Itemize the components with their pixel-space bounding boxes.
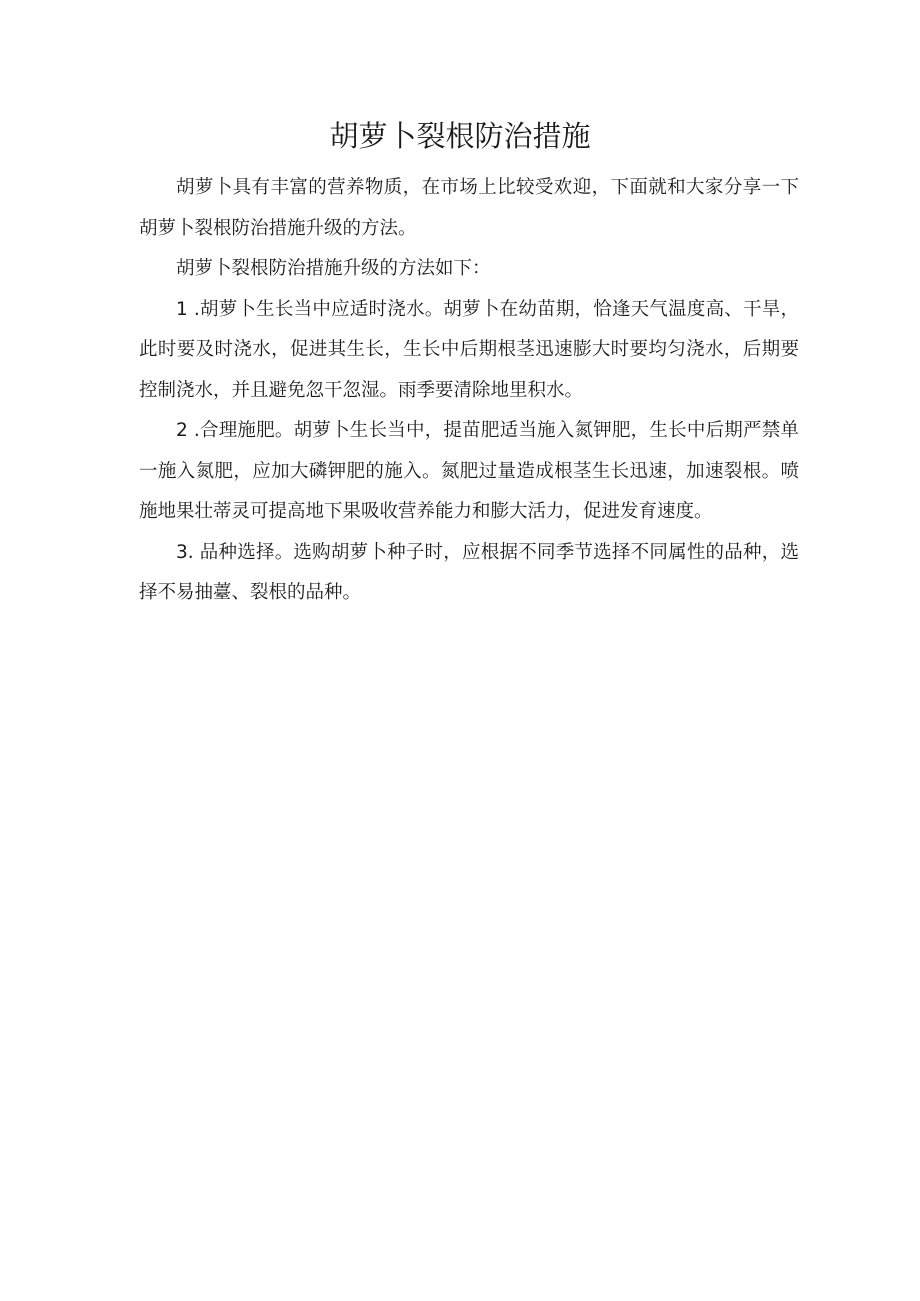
- paragraph-step-watering: 1 .胡萝卜生长当中应适时浇水。胡萝卜在幼苗期，恰逢天气温度高、干旱，此时要及时浇水，促进其生长，生长中后期根茎迅速膨大时要均匀浇水，后期要控制浇水，并且避免忽干忽湿。雨季要清除地里积水。: [139, 298, 799, 401]
- paragraph-step-variety: 3. 品种选择。选购胡萝卜种子时，应根据不同季节选择不同属性的品种，选择不易抽薹、裂根的品种。: [139, 541, 799, 603]
- paragraph-intro: 胡萝卜具有丰富的营养物质，在市场上比较受欢迎，下面就和大家分享一下胡萝卜裂根防治措施升级的方法。: [139, 177, 799, 239]
- paragraph-step-fertilizing: 2 .合理施肥。胡萝卜生长当中，提苗肥适当施入氮钾肥，生长中后期严禁单一施入氮肥，应加大磷钾肥的施入。氮肥过量造成根茎生长迅速，加速裂根。喷施地果壮蒂灵可提高地下果吸收营养能力和膨大活力，促进发育速度。: [139, 420, 799, 522]
- document-body: [139, 168, 799, 614]
- document-title: 胡萝卜裂根防治措施: [329, 119, 591, 153]
- paragraph-method-heading: 胡萝卜裂根防治措施升级的方法如下：: [176, 258, 491, 279]
